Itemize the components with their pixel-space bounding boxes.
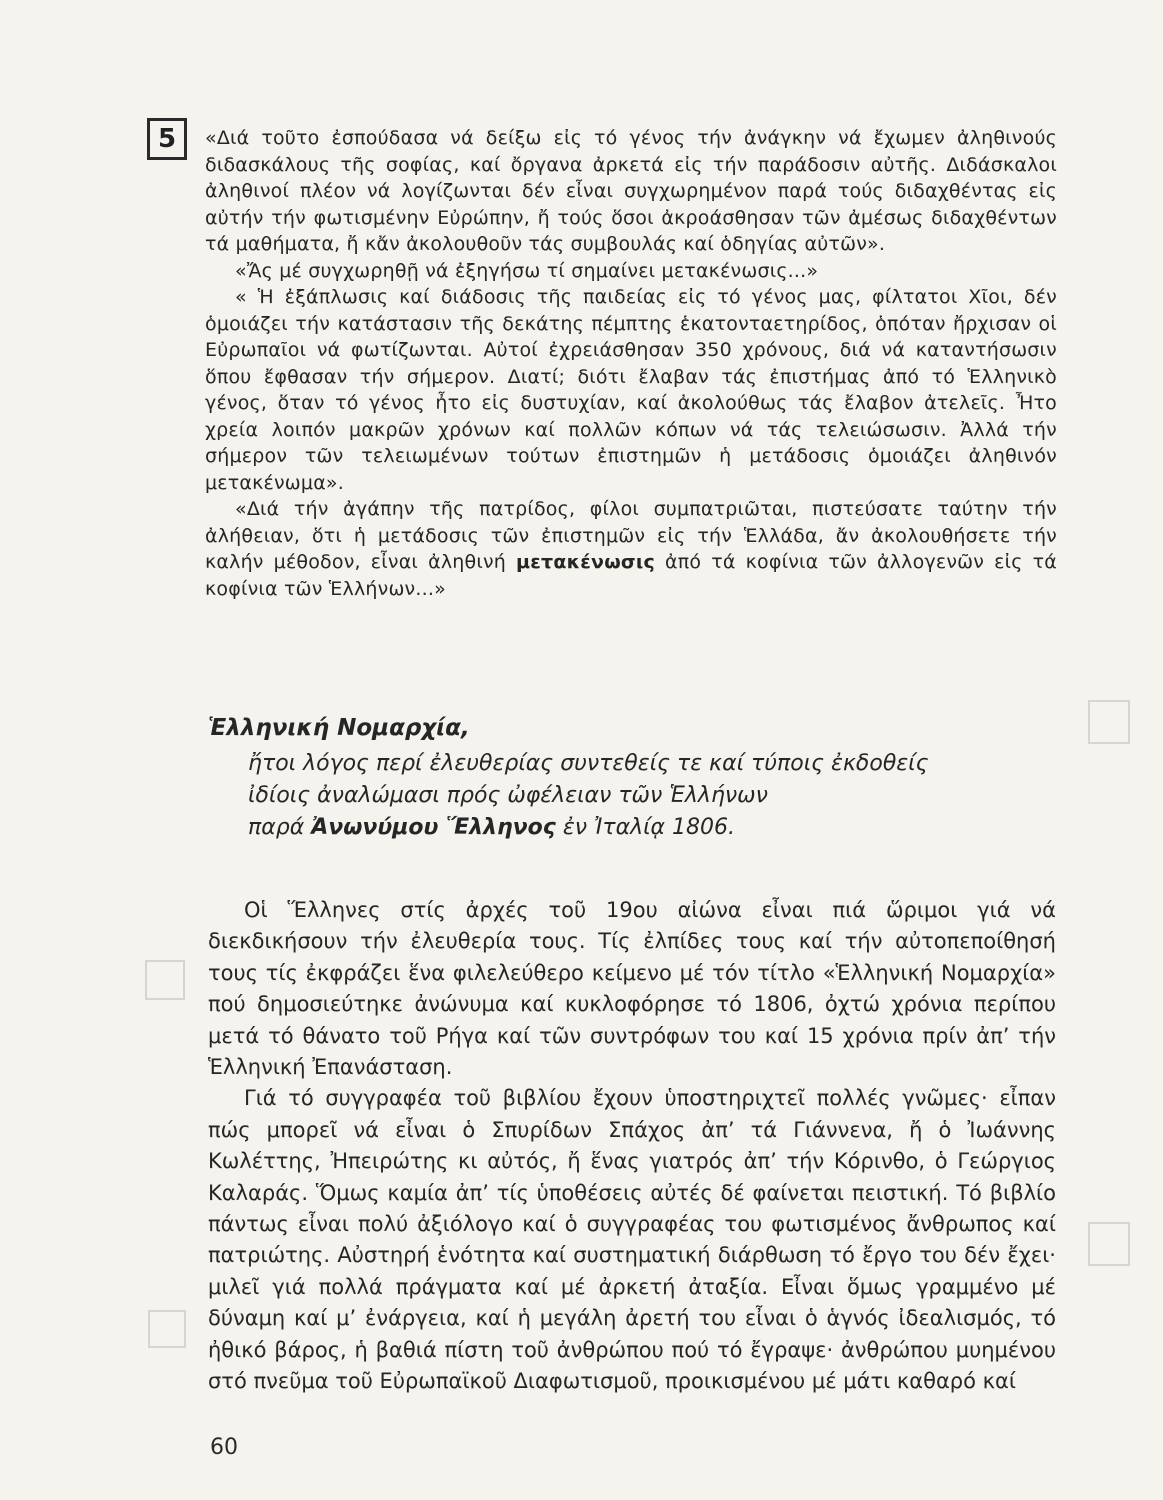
book-title-main: Ἑλληνική Νομαρχία,	[208, 715, 470, 741]
book-title-line: ἰδίοις ἀναλώμασι πρός ὠφέλειαν τῶν Ἑλλήνων	[248, 783, 768, 808]
bleed-through-mark	[1088, 700, 1130, 744]
source-quote	[205, 125, 1057, 602]
book-title-line	[208, 812, 1068, 844]
bleed-through-mark	[148, 1310, 186, 1348]
book-title-author: Ἀνωνύμου Ἕλληνος	[311, 815, 556, 840]
bleed-through-mark	[1088, 1222, 1130, 1266]
book-title-text: ἐν Ἰταλίᾳ 1806.	[562, 815, 736, 840]
page-number: 60	[210, 1435, 238, 1460]
bleed-through-mark	[145, 960, 185, 1000]
quote-text: ἀπό τά κοφίνια τῶν ἀλλογενῶν εἰς τά κοφίνια τῶν Ἑλλήνων...»	[205, 551, 1057, 600]
quote-paragraph: « Ἡ ἐξάπλωσις καί διάδοσις τῆς παιδείας εἰς τό γένος μας, φίλτατοι Χῖοι, δέν ὁμοιάζει τήν κατάστασιν τῆς δεκάτης πέμπτης ἑκατονταετηρίδος, ὁπόταν ἤρχισαν οἱ Εὐρωπαῖοι νά φωτίζωνται. Αὐτοί ἐχρειάσθησαν 350 χρόνους, διά νά καταντήσωσιν ὅπου ἔφθασαν τήν σήμερον. Διατί; διότι ἔλαβαν τάς ἐπιστήμας ἀπό τό Ἑλληνικὸ γένος, ὅταν τό γένος ἦτο εἰς δυστυχίαν, καί ἀκολούθως τάς ἔλαβον ἀτελεῖς. Ἦτο χρεία λοιπόν μακρῶν χρόνων καί πολλῶν κόπων νά τάς τελειώσωσιν. Ἀλλά τήν σήμερον τῶν τελειωμένων τούτων ἐπιστημῶν ἡ μετάδοσις ὁμοιάζει ἀληθινόν μετακένωμα».	[205, 286, 1057, 494]
quote-paragraph	[205, 496, 1057, 602]
body-paragraph: Οἱ Ἕλληνες στίς ἀρχές τοῦ 19ου αἰώνα εἶναι πιά ὥριμοι γιά νά διεκδικήσουν τήν ἐλευθερία τους. Τίς ἐλπίδες τους καί τήν αὐτοπεποίθησή τους τίς ἐκφράζει ἕνα φιλελεύθερο κείμενο μέ τόν τίτλο «Ἑλληνική Νομαρχία» πού δημοσιεύτηκε ἀνώνυμα καί κυκλοφόρησε τό 1806, ὀχτώ χρόνια περίπου μετά τό θάνατο τοῦ Ρήγα καί τῶν συντρόφων του καί 15 χρόνια πρίν ἀπ’ τήν Ἑλληνική Ἐπανάσταση.	[208, 898, 1056, 1080]
main-text	[208, 895, 1056, 1398]
quote-paragraph: «Διά τοῦτο ἐσπούδασα νά δείξω εἰς τό γένος τήν ἀνάγκην νά ἔχωμεν ἀληθινούς διδασκάλους τῆς σοφίας, καί ὄργανα ἀρκετά εἰς τήν παράδοσιν αὐτῆς. Διδάσκαλοι ἀληθινοί πλέον νά λογίζωνται δέν εἶναι συγχωρημένον παρά τούς διδαχθέντας εἰς αὐτήν τήν φωτισμένην Εὐρώπην, ἤ τούς ὅσοι ἀκροάσθησαν τῶν ἀμέσως διδαχθέντων τά μαθήματα, ἤ κἄν ἀκολουθοῦν τάς συμβουλάς καί ὁδηγίας αὐτῶν».	[205, 127, 1057, 255]
quote-paragraph: «Ἄς μέ συγχωρηθῇ νά ἐξηγήσω τί σημαίνει μετακένωσις...»	[235, 259, 819, 282]
book-title-line: ἤτοι λόγος περί ἐλευθερίας συντεθείς τε καί τύποις ἐκδοθείς	[248, 751, 929, 776]
book-title	[208, 712, 1068, 844]
section-number-badge: 5	[147, 118, 187, 160]
body-paragraph: Γιά τό συγγραφέα τοῦ βιβλίου ἔχουν ὑποστηριχτεῖ πολλές γνῶμες· εἶπαν πώς μπορεῖ νά εἶναι ὁ Σπυρίδων Σπάχος ἀπ’ τά Γιάννενα, ἤ ὁ Ἰωάννης Κωλέττης, Ἠπειρώτης κι αὐτός, ἤ ἕνας γιατρός ἀπ’ τήν Κόρινθο, ὁ Γεώργιος Καλαράς. Ὅμως καμία ἀπ’ τίς ὑποθέσεις αὐτές δέ φαίνεται πειστική. Τό βιβλίο πάντως εἶναι πολύ ἀξιόλογο καί ὁ συγγραφέας του φωτισμένος ἄνθρωπος καί πατριώτης. Αὐστηρή ἑνότητα καί συστηματική διάρθωση τό ἔργο του δέν ἔχει· μιλεῖ γιά πολλά πράγματα καί μέ ἀρκετή ἀταξία. Εἶναι ὅμως γραμμένο μέ δύναμη καί μ’ ἐνάργεια, καί ἡ μεγάλη ἀρετή του εἶναι ὁ ἁγνός ἰδεαλισμός, τό ἠθικό βάρος, ἡ βαθιά πίστη τοῦ ἀνθρώπου πού τό ἔγραψε· ἀνθρώπου μυημένου στό πνεῦμα τοῦ Εὐρωπαϊκοῦ Διαφωτισμοῦ, προικισμένου μέ μάτι καθαρό καί	[208, 1086, 1056, 1394]
quote-text: «Διά τήν ἀγάπην τῆς πατρίδος, φίλοι συμπατριῶται, πιστεύσατε ταύτην τήν ἀλήθειαν, ὅτι ἡ μετάδοσις τῶν ἐπιστημῶν εἰς τήν Ἑλλάδα, ἄν ἀκολουθήσετε τήν καλήν μέθοδον, εἶναι ἀληθινή	[205, 498, 1057, 573]
quote-bold-term: μετακένωσις	[516, 551, 655, 573]
book-title-text: παρά	[248, 815, 305, 840]
